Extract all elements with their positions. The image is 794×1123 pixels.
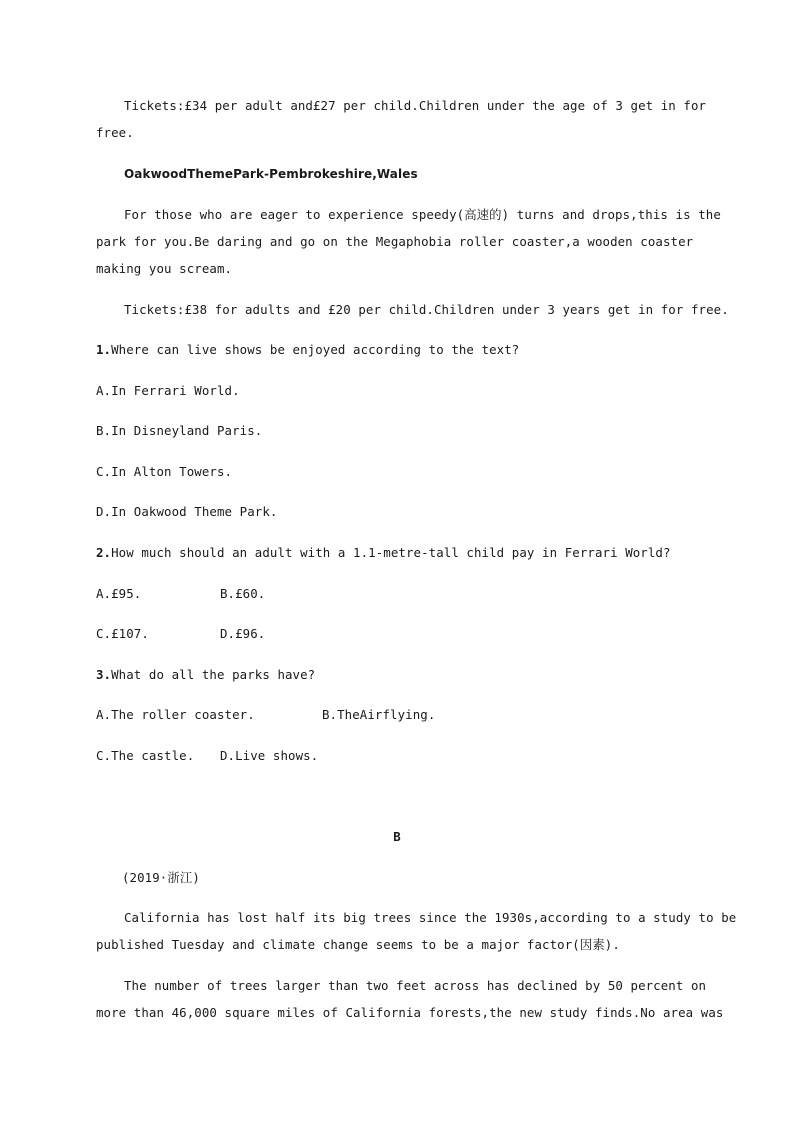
question-1-option-c: C.In Alton Towers. <box>96 464 233 479</box>
question-3-option-a: A.The roller coaster. <box>96 707 255 722</box>
question-number: 1. <box>96 342 112 357</box>
question-3 <box>96 667 315 683</box>
oakwood-desc-line1: For those who are eager to experience speedy(高速的) turns and drops,this is the <box>124 207 721 222</box>
section-b-para2-line1: The number of trees larger than two feet across has declined by 50 percent on <box>124 978 707 993</box>
question-2-option-a: A.£95. <box>96 586 142 601</box>
question-text: How much should an adult with a 1.1-metre-tall child pay in Ferrari World? <box>111 545 671 560</box>
section-b-source: (2019·浙江) <box>122 870 200 885</box>
oakwood-desc-line2: park for you.Be daring and go on the Megaphobia roller coaster,a wooden coaster <box>96 234 694 249</box>
question-2-option-b: B.£60. <box>220 586 266 601</box>
question-text: What do all the parks have? <box>111 667 316 682</box>
question-number: 2. <box>96 545 112 560</box>
tickets-paragraph-line2: free. <box>96 125 134 140</box>
question-2 <box>96 545 671 561</box>
section-b-para1-line2: published Tuesday and climate change seems to be a major factor(因素). <box>96 937 620 952</box>
question-1-option-a: A.In Ferrari World. <box>96 383 240 398</box>
oakwood-heading: OakwoodThemePark-Pembrokeshire,Wales <box>124 167 418 181</box>
section-b-heading: B <box>393 829 401 844</box>
oakwood-desc-line3: making you scream. <box>96 261 233 276</box>
question-text: Where can live shows be enjoyed according to the text? <box>111 342 520 357</box>
question-3-option-b: B.TheAirflying. <box>322 707 436 722</box>
section-b-para1-line1: California has lost half its big trees since the 1930s,according to a study to be <box>124 910 737 925</box>
tickets-paragraph-line1: Tickets:£34 per adult and£27 per child.Children under the age of 3 get in for <box>124 98 707 113</box>
question-1-option-b: B.In Disneyland Paris. <box>96 423 263 438</box>
question-1 <box>96 342 519 358</box>
section-b-para2-line2: more than 46,000 square miles of California forests,the new study finds.No area was <box>96 1005 724 1020</box>
question-number: 3. <box>96 667 112 682</box>
question-3-option-c: C.The castle. <box>96 748 195 763</box>
oakwood-tickets: Tickets:£38 for adults and £20 per child.Children under 3 years get in for free. <box>124 302 729 317</box>
question-3-option-d: D.Live shows. <box>220 748 319 763</box>
question-2-option-d: D.£96. <box>220 626 266 641</box>
question-1-option-d: D.In Oakwood Theme Park. <box>96 504 278 519</box>
question-2-option-c: C.£107. <box>96 626 149 641</box>
